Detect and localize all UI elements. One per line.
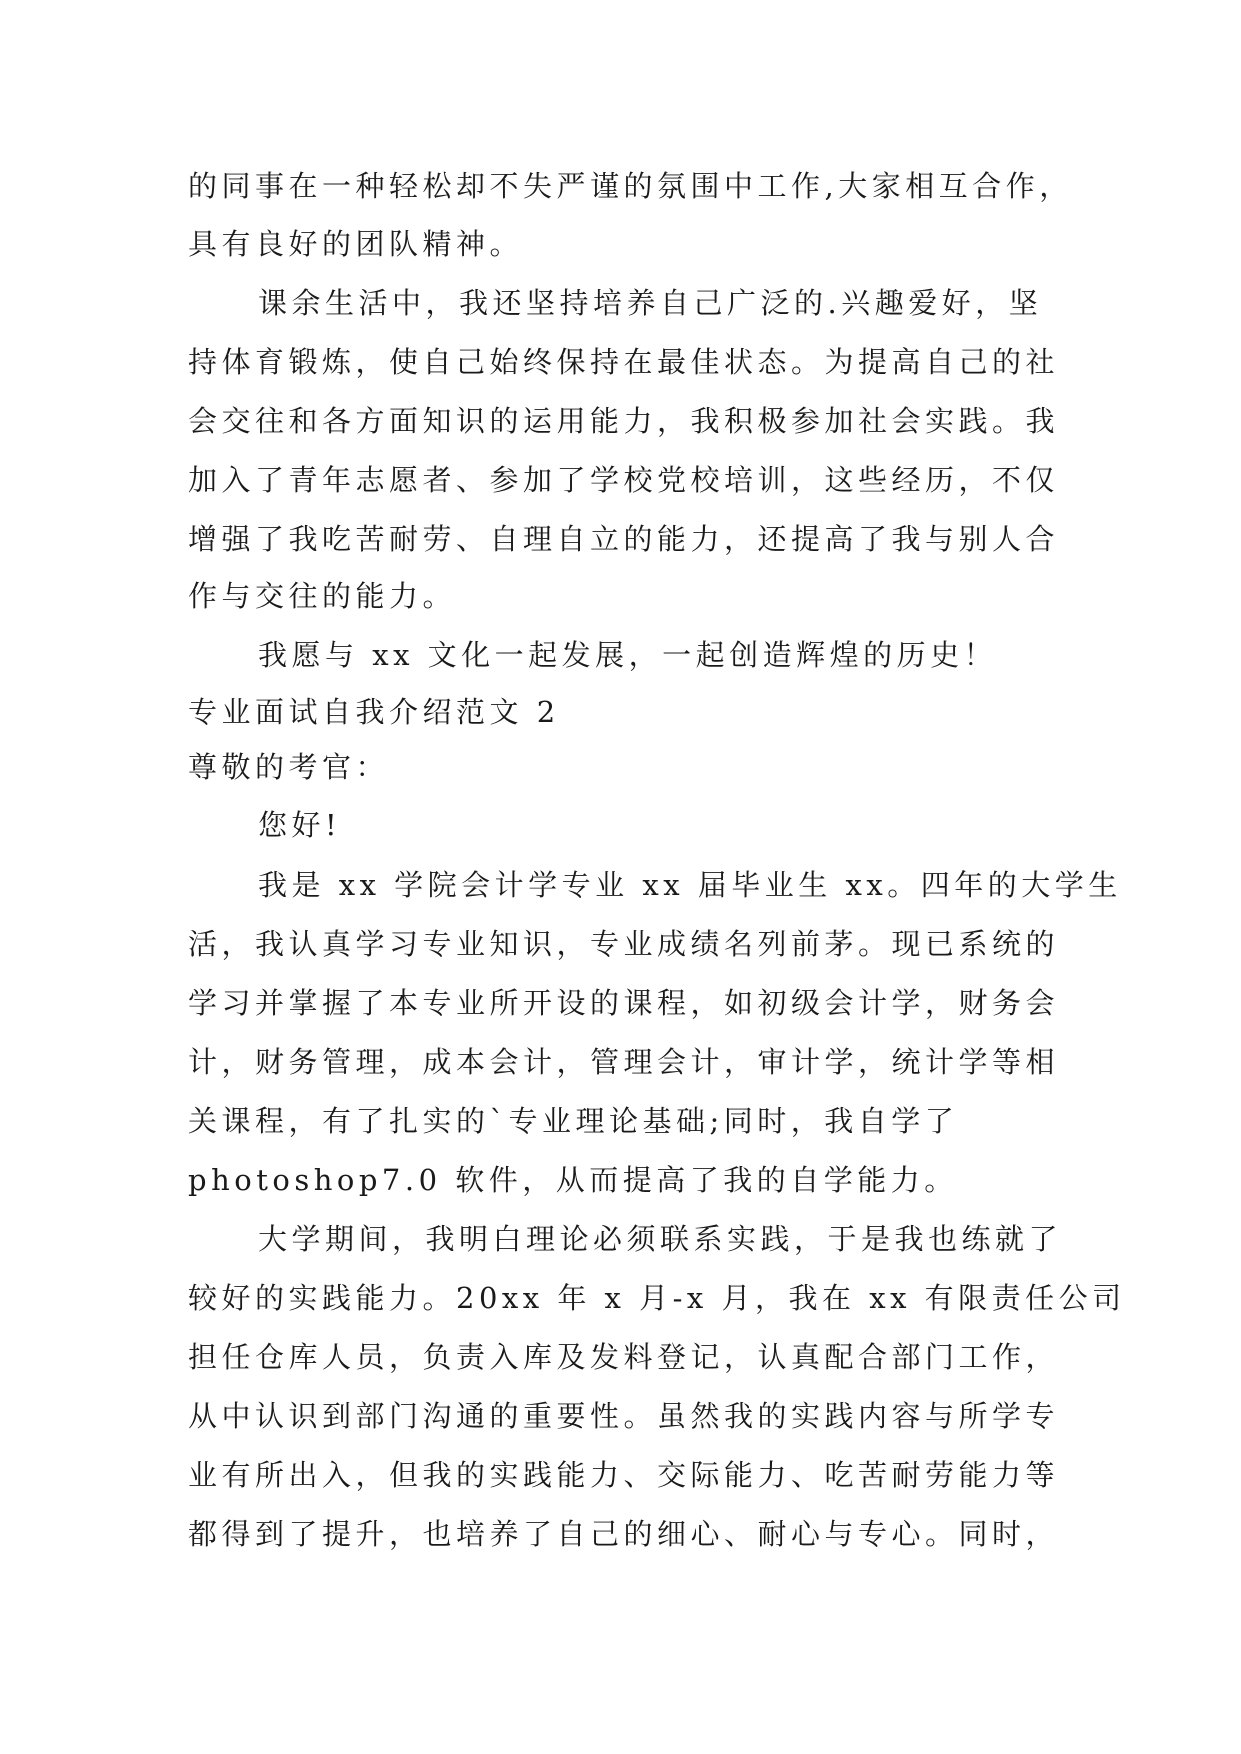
paragraph-line: 会交往和各方面知识的运用能力，我积极参加社会实践。我: [188, 404, 1060, 438]
paragraph-line: 我是 xx 学院会计学专业 xx 届毕业生 xx。四年的大学生: [258, 868, 1122, 902]
paragraph-line: 较好的实践能力。20xx 年 x 月-x 月，我在 xx 有限责任公司: [188, 1281, 1126, 1315]
paragraph-line: 都得到了提升，也培养了自己的细心、耐心与专心。同时，: [188, 1517, 1060, 1551]
section-title: 专业面试自我介绍范文 2: [188, 695, 560, 729]
paragraph-line: 学习并掌握了本专业所开设的课程，如初级会计学，财务会: [188, 986, 1060, 1020]
paragraph-line: 业有所出入，但我的实践能力、交际能力、吃苦耐劳能力等: [188, 1458, 1060, 1492]
paragraph-line: photoshop7.0 软件，从而提高了我的自学能力。: [188, 1163, 958, 1197]
paragraph-line: 从中认识到部门沟通的重要性。虽然我的实践内容与所学专: [188, 1399, 1060, 1433]
paragraph-line: 计，财务管理，成本会计，管理会计，审计学，统计学等相: [188, 1045, 1060, 1079]
paragraph-line: 增强了我吃苦耐劳、自理自立的能力，还提高了我与别人合: [188, 522, 1060, 556]
greeting: 您好!: [258, 808, 342, 842]
paragraph-line: 加入了青年志愿者、参加了学校党校培训，这些经历，不仅: [188, 463, 1060, 497]
paragraph-line: 关课程，有了扎实的`专业理论基础;同时，我自学了: [188, 1104, 959, 1138]
paragraph-line: 大学期间，我明白理论必须联系实践，于是我也练就了: [258, 1222, 1063, 1256]
paragraph-line: 持体育锻炼，使自己始终保持在最佳状态。为提高自己的社: [188, 345, 1060, 379]
paragraph-line: 活，我认真学习专业知识，专业成绩名列前茅。现已系统的: [188, 927, 1060, 961]
paragraph-line: 担任仓库人员，负责入库及发料登记，认真配合部门工作，: [188, 1340, 1060, 1374]
paragraph-line: 的同事在一种轻松却不失严谨的氛围中工作,大家相互合作，: [188, 169, 1073, 203]
paragraph-line: 我愿与 xx 文化一起发展，一起创造辉煌的历史！: [258, 638, 998, 672]
salutation: 尊敬的考官：: [188, 750, 390, 784]
paragraph-line: 作与交往的能力。: [188, 579, 457, 613]
paragraph-line: 具有良好的团队精神。: [188, 227, 524, 261]
paragraph-line: 课余生活中，我还坚持培养自己广泛的.兴趣爱好，坚: [258, 286, 1043, 320]
